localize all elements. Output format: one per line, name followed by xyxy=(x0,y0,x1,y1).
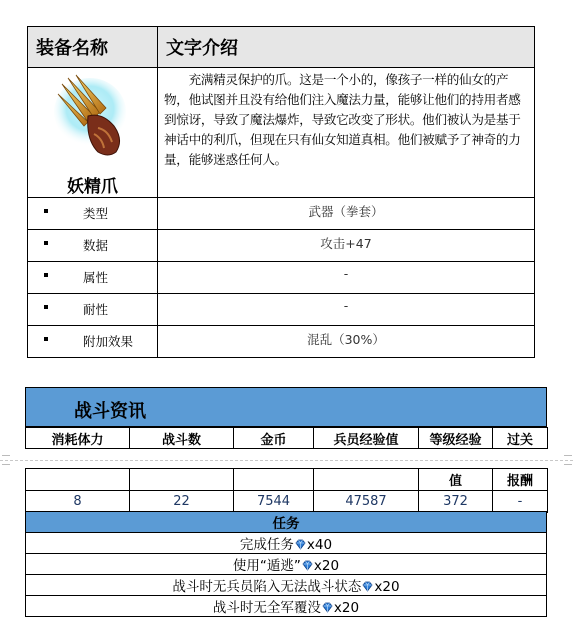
value-gold: 7544 xyxy=(234,491,314,513)
bullet-icon xyxy=(44,209,48,213)
tasks-table xyxy=(25,511,547,617)
battle-info-title: 战斗资讯 xyxy=(74,401,146,422)
item-image-cell xyxy=(28,68,158,198)
bullet-icon xyxy=(44,273,48,277)
item-name: 妖精爪 xyxy=(67,177,118,197)
sub-header-value: 值 xyxy=(419,469,493,491)
property-value-effect: 混乱（30%） xyxy=(158,326,535,358)
gem-icon xyxy=(321,602,334,613)
column-header-clear: 过关 xyxy=(493,428,548,449)
sub-header-empty xyxy=(314,469,419,491)
battle-info-title-bar xyxy=(25,387,547,427)
property-value-data: 攻击+47 xyxy=(158,230,535,262)
tasks-header: 任务 xyxy=(26,512,547,533)
column-header-level-exp: 等级经验 xyxy=(419,428,493,449)
value-battles: 22 xyxy=(130,491,234,513)
task-row: 完成任务 x40 xyxy=(26,533,547,554)
task-row: 战斗时无全军覆没 x20 xyxy=(26,596,547,617)
page-break-line xyxy=(0,460,573,461)
page-break-marker-right xyxy=(564,455,572,465)
property-value-resistance: - xyxy=(158,294,535,326)
gem-icon xyxy=(294,539,307,550)
property-label-type: 类型 xyxy=(28,198,158,230)
property-label-resistance: 耐性 xyxy=(28,294,158,326)
column-header-soldier-exp: 兵员经验值 xyxy=(314,428,419,449)
page-break-marker-left xyxy=(2,455,10,465)
column-header-stamina: 消耗体力 xyxy=(26,428,130,449)
value-soldier-exp: 47587 xyxy=(314,491,419,513)
value-level-exp: 372 xyxy=(419,491,493,513)
gem-icon xyxy=(361,581,374,592)
task-row: 使用“遁逃” x20 xyxy=(26,554,547,575)
equipment-table xyxy=(27,26,535,358)
bullet-icon xyxy=(44,337,48,341)
property-value-type: 武器（拳套） xyxy=(158,198,535,230)
value-clear-reward: - xyxy=(493,491,548,513)
sub-header-empty xyxy=(130,469,234,491)
battle-column-headers xyxy=(25,427,548,449)
bullet-icon xyxy=(44,305,48,309)
value-stamina: 8 xyxy=(26,491,130,513)
column-header-gold: 金币 xyxy=(234,428,314,449)
task-row: 战斗时无兵员陷入无法战斗状态 x20 xyxy=(26,575,547,596)
fairy-claw-image xyxy=(54,72,132,160)
property-label-attribute: 属性 xyxy=(28,262,158,294)
property-value-attribute: - xyxy=(158,262,535,294)
property-label-data: 数据 xyxy=(28,230,158,262)
sub-header-reward: 报酬 xyxy=(493,469,548,491)
header-description: 文字介绍 xyxy=(158,27,535,68)
column-header-battles: 战斗数 xyxy=(130,428,234,449)
item-description xyxy=(158,68,534,170)
battle-values-table xyxy=(25,468,548,513)
gem-icon xyxy=(301,560,314,571)
property-label-effect: 附加效果 xyxy=(28,326,158,358)
bullet-icon xyxy=(44,241,48,245)
sub-header-empty xyxy=(26,469,130,491)
item-description-cell xyxy=(158,68,535,198)
header-equipment-name: 装备名称 xyxy=(28,27,158,68)
sub-header-empty xyxy=(234,469,314,491)
item-description-text: 充满精灵保护的爪。这是一个小的，像孩子一样的仙女的产物，他试图并且没有给他们注入魔法力量，能够让他们的持用者感到惊讶，导致了魔法爆炸，导致它改变了形状。他们被认为是基于神话中的利爪，但现在只有仙女知道真相。他们被赋予了神奇的力量，能够迷惑任何人。 xyxy=(164,72,521,167)
